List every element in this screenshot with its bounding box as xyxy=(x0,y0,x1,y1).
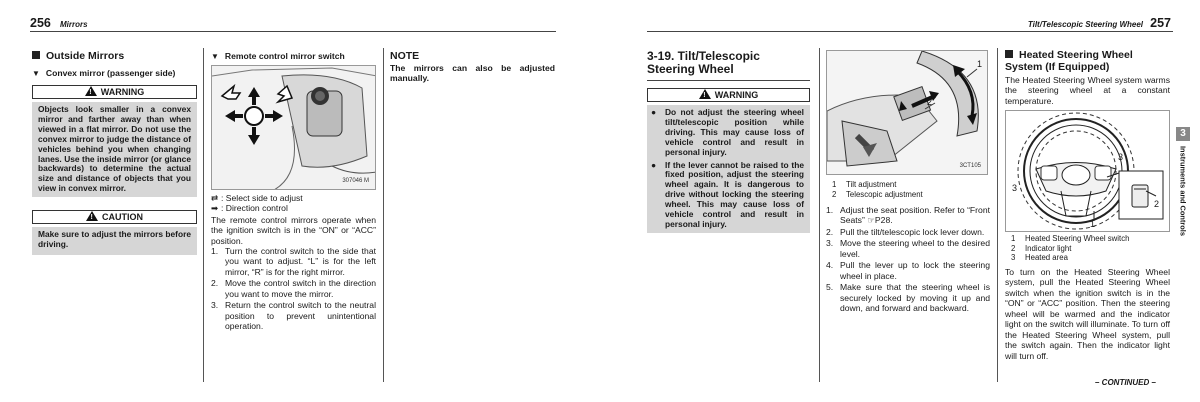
direction-arrow-icon: ➡ xyxy=(211,203,219,214)
fig2-callout: 3 xyxy=(1012,183,1018,193)
legend-select-row xyxy=(211,193,381,203)
left-page-number: 256 xyxy=(30,16,51,30)
steering-adjust-illustration xyxy=(827,51,988,175)
heated-wheel-figure xyxy=(1005,110,1170,232)
step-text: Adjust the seat position. Refer to “Front Seats” ☞P28. xyxy=(840,205,990,226)
step-text: Make sure that the steering wheel is securely locked by moving it up and down, and forward and backward. xyxy=(840,282,990,314)
legend-row xyxy=(1005,253,1170,263)
step-text: Pull the lever up to lock the steering wheel in place. xyxy=(840,260,990,281)
tilt-steering-title: 3-19. Tilt/Telescopic Steering Wheel xyxy=(647,50,810,81)
heated-body-text: To turn on the Heated Steering Wheel system, pull the Heated Steering Wheel switch when the ignition switch is in the “ON” or “ACC” position. Then the steering wheel will be warmed and the indicator light on the switch will illuminate. To turn off the Heated Steering Wheel system, pull the switch again. Then the indicator light will turn off. xyxy=(1005,267,1170,361)
select-side-icon: ⇄ xyxy=(211,193,219,203)
heated-wheel-illustration xyxy=(1006,111,1170,232)
warning-bullet-text: Do not adjust the steering wheel tilt/telescopic position while driving. This may cause loss of vehicle control and result in personal injury. xyxy=(665,107,804,157)
warning-icon xyxy=(699,89,711,99)
warning-icon xyxy=(85,86,97,96)
step-number: 1. xyxy=(211,246,219,256)
fig2-callout: 1 xyxy=(1090,219,1096,229)
right-page-section: Tilt/Telescopic Steering Wheel xyxy=(1027,20,1143,29)
step-item xyxy=(211,278,376,299)
caution-header xyxy=(32,210,197,224)
mirror-steps-list xyxy=(211,246,376,333)
step-text: Pull the tilt/telescopic lock lever down. xyxy=(840,226,985,237)
steering-figure-code: 3CT105 xyxy=(959,162,981,169)
caution-text: Make sure to adjust the mirrors before driving. xyxy=(32,227,197,255)
legend-text: Heated area xyxy=(1025,253,1068,263)
warning-header xyxy=(32,85,197,99)
legend-direction-text: : Direction control xyxy=(221,203,288,214)
step-item xyxy=(826,238,990,259)
heated-wheel-title: Heated Steering Wheel System (If Equipped) xyxy=(1005,50,1170,73)
legend-text: Tilt adjustment xyxy=(846,180,897,189)
continued-label: – CONTINUED – xyxy=(1095,378,1156,387)
chapter-tab-text: Instruments and Controls xyxy=(1178,146,1188,236)
warning-text: Objects look smaller in a convex mirror and farther away than when viewed in a flat mirror. Do not use the convex mirror to judge the distance of vehicles behind you when changing lanes. Use the inside mirror (or glance backwards) to determine the actual size and distance of objects that you view in convex mirror. xyxy=(32,102,197,197)
outside-mirrors-title: Outside Mirrors xyxy=(32,50,202,63)
steering-figure-legend xyxy=(826,180,988,199)
column-divider xyxy=(203,48,204,382)
steering-adjust-figure xyxy=(826,50,988,175)
step-text: Return the control switch to the neutral position to prevent unintentional operation. xyxy=(225,300,376,332)
warning-bullet: ● If the lever cannot be raised to the fixed position, adjust the steering wheel again. It is dangerous to drive without locking the steering wheel. This may cause loss of vehicle control and result in personal injury. xyxy=(651,159,804,229)
legend-number: 1 xyxy=(832,180,837,189)
warning-label: WARNING xyxy=(100,87,145,97)
tilt-warning-header xyxy=(647,88,810,102)
note-text: The mirrors can also be adjusted manually. xyxy=(390,63,555,84)
legend-row xyxy=(826,180,988,190)
step-item xyxy=(826,282,990,313)
legend-text: Heated Steering Wheel switch xyxy=(1025,234,1130,243)
remote-body-text: The remote control mirrors operate when the ignition switch is in the “ON” or “ACC” position. xyxy=(211,215,376,246)
legend-text: Telescopic adjustment xyxy=(846,189,923,199)
step-item xyxy=(211,246,376,277)
fig2-callout: 2 xyxy=(1154,199,1160,209)
tilt-warning-body xyxy=(647,105,810,233)
mirror-switch-figure xyxy=(211,65,376,190)
mirror-switch-illustration xyxy=(212,66,376,190)
step-number: 2. xyxy=(826,226,834,237)
legend-direction-row xyxy=(211,203,381,213)
tilt-steps-list xyxy=(826,205,990,315)
tilt-warning-list xyxy=(651,108,804,230)
legend-row xyxy=(1005,234,1170,244)
step-item xyxy=(211,300,376,331)
step-item xyxy=(826,205,990,226)
fig1-callout: 1 xyxy=(977,59,983,69)
legend-row xyxy=(826,190,988,200)
heated-intro-text: The Heated Steering Wheel system warms the steering wheel at a constant temperature. xyxy=(1005,75,1170,106)
step-item xyxy=(826,227,990,237)
chapter-tab-label xyxy=(1176,146,1190,246)
step-number: 1. xyxy=(826,205,834,215)
right-page-number: 257 xyxy=(1150,16,1171,30)
step-text: Move the control switch in the direction you want to move the mirror. xyxy=(225,278,376,299)
note-label: NOTE xyxy=(390,50,420,62)
legend-row xyxy=(1005,244,1170,254)
switch-legend xyxy=(211,193,381,214)
heated-figure-legend xyxy=(1005,234,1170,263)
legend-select-text: : Select side to adjust xyxy=(221,193,303,203)
caution-label: CAUTION xyxy=(102,212,143,222)
right-page-header xyxy=(647,18,1173,32)
warning-bullet: ● Do not adjust the steering wheel tilt/telescopic position while driving. This may cause loss of vehicle control and result in personal injury. xyxy=(651,107,804,157)
convex-mirror-title: ▼ Convex mirror (passenger side) xyxy=(32,68,202,79)
legend-number: 2 xyxy=(1011,243,1016,253)
step-number: 3. xyxy=(826,238,834,249)
step-text: Move the steering wheel to the desired level. xyxy=(840,238,990,259)
legend-number: 3 xyxy=(1011,253,1016,263)
legend-number: 2 xyxy=(832,189,837,199)
fig2-callout: 3 xyxy=(1118,152,1124,162)
fig1-callout: 2 xyxy=(927,97,933,107)
step-number: 2. xyxy=(211,278,219,289)
mirror-figure-code: 307046 M xyxy=(342,177,369,184)
tilt-warning-label: WARNING xyxy=(714,90,759,100)
column-divider xyxy=(997,48,998,382)
caution-icon xyxy=(86,211,98,221)
left-page-header xyxy=(30,18,556,32)
legend-text: Indicator light xyxy=(1025,243,1072,253)
step-text: Turn the control switch to the side that you want to adjust. “L” is for the left mirror, “R” is for the right mirror. xyxy=(225,246,376,277)
warning-bullet-text: If the lever cannot be raised to the fixed position, adjust the steering wheel again. It is dangerous to drive without locking the steering wheel. This may cause loss of vehicle control and result in personal injury. xyxy=(665,159,804,229)
step-item xyxy=(826,260,990,281)
remote-control-title: ▼ Remote control mirror switch xyxy=(211,51,381,62)
chapter-tab: 3 xyxy=(1176,127,1190,141)
column-divider xyxy=(819,48,820,382)
column-divider xyxy=(383,48,384,382)
step-number: 3. xyxy=(211,300,219,311)
step-number: 4. xyxy=(826,260,834,271)
legend-number: 1 xyxy=(1011,234,1016,243)
left-page-section: Mirrors xyxy=(60,20,88,29)
step-number: 5. xyxy=(826,282,834,293)
